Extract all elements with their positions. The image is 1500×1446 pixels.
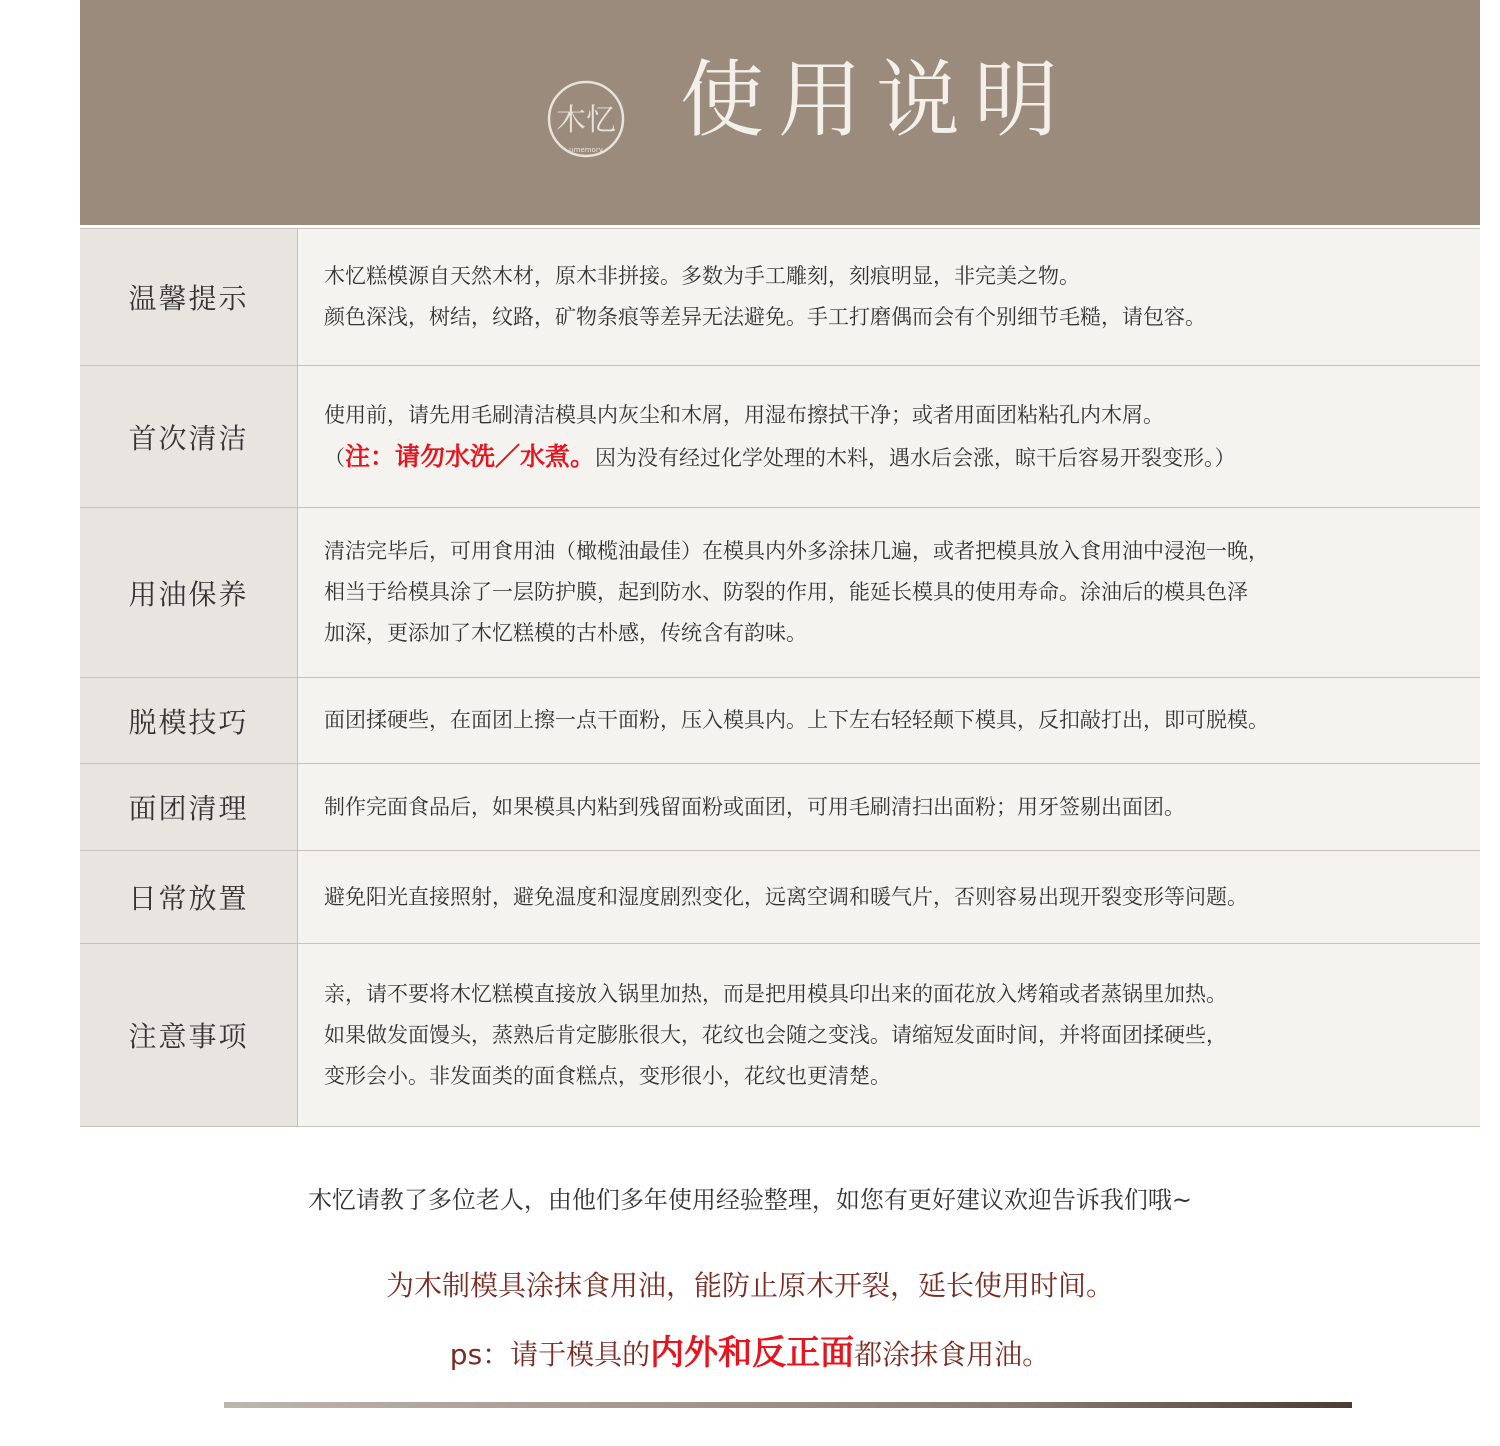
- ps-tip-line: ps：请于模具的内外和反正面都涂抹食用油。: [449, 1333, 1051, 1373]
- row-label: 脱模技巧: [80, 678, 298, 763]
- row-label: 日常放置: [80, 851, 298, 943]
- row-content: 使用前，请先用毛刷清洁模具内灰尘和木屑，用湿布擦拭干净；或者用面团粘粘孔内木屑。 （注：请勿水洗／水煮。因为没有经过化学处理的木料，遇水后会涨，晾干后容易开裂变形。）: [324, 402, 1236, 471]
- header-banner: [80, 0, 1480, 225]
- table-row-dough-cleanup: [80, 764, 1480, 851]
- table-row-first-clean: [80, 366, 1480, 508]
- table-row-demolding: [80, 678, 1480, 764]
- row-label: 温馨提示: [80, 229, 298, 365]
- instructions-table: [80, 228, 1480, 1127]
- table-row-oil-care: [80, 508, 1480, 678]
- muyi-logo-icon: [536, 78, 638, 160]
- oil-tip-line: 为木制模具涂抹食用油，能防止原木开裂，延长使用时间。: [385, 1269, 1114, 1302]
- ps-emphasis: 内外和反正面: [650, 1333, 855, 1373]
- next-image-edge: [224, 1402, 1352, 1408]
- table-row-precautions: [80, 944, 1480, 1126]
- svg-text:木忆: 木忆: [556, 103, 616, 138]
- row-content: 清洁完毕后，可用食用油（橄榄油最佳）在模具内外多涂抹几遍，或者把模具放入食用油中浸泡一晚， 相当于给模具涂了一层防护膜，起到防水、防裂的作用，能延长模具的使用寿命。涂油后的模具色泽 加深，更添加了木忆糕模的古朴感，传统含有韵味。: [324, 539, 1269, 645]
- row-content: 木忆糕模源自天然木材，原木非拼接。多数为手工雕刻，刻痕明显，非完美之物。 颜色深浅，树结，纹路，矿物条痕等差异无法避免。手工打磨偶而会有个别细节毛糙，请包容。: [324, 264, 1206, 329]
- row-label: 注意事项: [80, 944, 298, 1126]
- table-row-daily-storage: [80, 851, 1480, 944]
- svg-text:umemory: umemory: [569, 146, 603, 154]
- footer-note: 木忆请教了多位老人，由他们多年使用经验整理，如您有更好建议欢迎告诉我们哦~: [307, 1186, 1193, 1214]
- row-label: 首次清洁: [80, 366, 298, 507]
- row-content: 面团揉硬些，在面团上擦一点干面粉，压入模具内。上下左右轻轻颠下模具，反扣敲打出，即可脱模。: [324, 708, 1269, 732]
- row-content: 制作完面食品后，如果模具内粘到残留面粉或面团，可用毛刷清扫出面粉；用牙签剔出面团。: [324, 794, 1185, 819]
- page-title: 使用说明: [680, 51, 1073, 149]
- row-content: 亲，请不要将木忆糕模直接放入锅里加热，而是把用模具印出来的面花放入烤箱或者蒸锅里加热。 如果做发面馒头，蒸熟后肯定膨胀很大，花纹也会随之变浅。请缩短发面时间，并将面团揉硬些， 变形会小。非发面类的面食糕点，变形很小，花纹也更清楚。: [324, 981, 1227, 1088]
- warning-text: 注：请勿水洗／水煮。: [345, 441, 596, 471]
- row-content: 避免阳光直接照射，避免温度和湿度剧烈变化，远离空调和暖气片，否则容易出现开裂变形等问题。: [324, 884, 1248, 909]
- row-label: 用油保养: [80, 508, 298, 677]
- table-row-tips: [80, 229, 1480, 366]
- row-label: 面团清理: [80, 764, 298, 850]
